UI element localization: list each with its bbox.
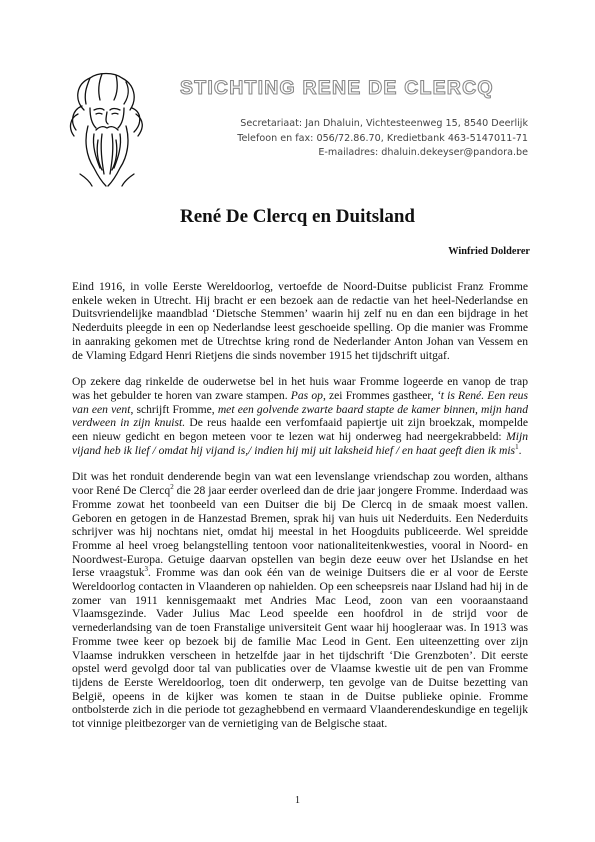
bearded-man-portrait-icon — [62, 70, 148, 188]
text-run: . Fromme was dan ook één van de weinige Duitsers die er al voor de Eerste Wereldoorlog contacten in Vlaanderen op nahielden. Op een scheepsreis naar IJsland had hij in de zomer van 1911 kennisgemaakt met Andries Mac Leod, zoon van een vooraanstaand Vlaamsgezinde. Vader Julius Mac Leod speelde een hoofdrol in de strijd voor de vernederlandsing van de toen Franstalige universiteit Gent waar hij hoogleraar was. In 1913 was Fromme twee keer op bezoek bij de familie Mac Leod in Gent. Een uiteenzetting over zijn Vlaamse indrukken verscheen in hetzelfde jaar in het tijdschrift ‘Die Grenzboten’. Dit eerste opstel werd gevolgd door tal van publicaties over de Vlaamse kwestie uit de pen van Fromme tijdens de Eerste Wereldoorlog, toen dit onderwerp, ten gevolge van de Duitse bezetting van België, opeens in de kijker was komen te staan in de Duitse publieke opinie. Fromme ontbolsterde zich in die periode tot gezaghebbend en vermaard Vlaanderendeskundige en tegelijk tot vinnige pleitbezorger van de vernietiging van de Belgische staat. — [72, 566, 529, 731]
italic-quote: Mijn vijand heb ik lief / omdat hij vijand is,/ indien hij mij uit laksheid hief / en haat geeft dien ik mis — [72, 430, 528, 457]
article-author: Winfried Dolderer — [448, 246, 530, 257]
contact-block — [237, 117, 528, 161]
italic-quote: met een golvende zwarte baard stapte de kamer binnen, mijn hand verdween in zijn knuist. — [72, 402, 529, 430]
article-paragraph — [72, 375, 528, 457]
footnote-reference: 3 — [144, 565, 149, 574]
article-title: René De Clercq en Duitsland — [179, 206, 416, 227]
italic-quote: ‘t is René. Een reus van een vent — [72, 388, 528, 416]
text-run: , schrijft Fromme, — [130, 402, 218, 416]
text-run: , zei Frommes gastheer, — [322, 388, 437, 402]
footnote-reference: 2 — [170, 483, 174, 492]
article-body — [72, 280, 528, 744]
contact-phone-bank: Telefoon en fax: 056/72.86.70, Kredietbank 463-5147011-71 — [237, 132, 528, 144]
organization-name: STICHTING RENE DE CLERCQ — [180, 77, 494, 99]
article-paragraph — [72, 280, 528, 362]
article-paragraph — [72, 470, 528, 730]
footnote-reference: 1 — [515, 442, 519, 451]
italic-quote: Pas op — [290, 388, 323, 402]
text-run: . — [518, 443, 522, 457]
text-run: Eind 1916, in volle Eerste Wereldoorlog, vertoefde de Noord-Duitse publicist Franz Fromme enkele weken in Utrecht. Hij bracht er een bezoek aan de redactie van het heel-Nederlandse en Duitsvriendelijke maandblad ‘Dietsche Stemmen’ waarin hij zelf nu en dan een bijdrage in het Nederduits pleegde in een op Nederlandse leest geschoeide spelling. Op die manier was Fromme in aanraking gekomen met de Utrechtse kring rond de Nederlander Anton Johan van Vessem en de Vlaming Edgard Henri Rietjens die sinds november 1915 het tijdschrift uitgaf. — [72, 280, 528, 362]
contact-email[interactable]: E-mailadres: dhaluin.dekeyser@pandora.be — [318, 147, 528, 158]
text-run: De reus haalde een verfomfaaid papiertje uit zijn broekzak, mompelde een nieuw gedicht en begon meteen voor te lezen wat hij onderweg had neergekrabbeld: — [72, 416, 528, 444]
text-run: Op zekere dag rinkelde de ouderwetse bel in het huis waar Fromme logeerde en vanop de trap was het gebulder te horen van zware stampen. — [72, 375, 528, 402]
contact-secretariat: Secretariaat: Jan Dhaluin, Vichtesteenweg 15, 8540 Deerlijk — [240, 118, 528, 129]
text-run: die 28 jaar eerder overleed dan de drie jaar jongere Fromme. Inderdaad was Fromme zowat het toonbeeld van een Duitser die bij De Clercq in de smaak moest vallen. Geboren en getogen in de Hanzestad Bremen, sprak hij van huis uit Nederduits. Een Nederduits schrijver was hij nochtans niet, omdat hij meestal in het Hoogduits publiceerde. Wel spreidde Fromme al heel vroeg belangstelling tentoon voor nationaliteitenkwesties, vooral in Noord- en Noordwest-Europa. Getuige daarvan opstellen van begin deze eeuw over het IJslandse en het Ierse vraagstuk — [72, 484, 528, 580]
text-run: Dit was het ronduit denderende begin van wat een levenslange vriendschap zou worden, althans voor René De Clercq — [72, 470, 528, 498]
page-number: 1 — [295, 795, 300, 806]
